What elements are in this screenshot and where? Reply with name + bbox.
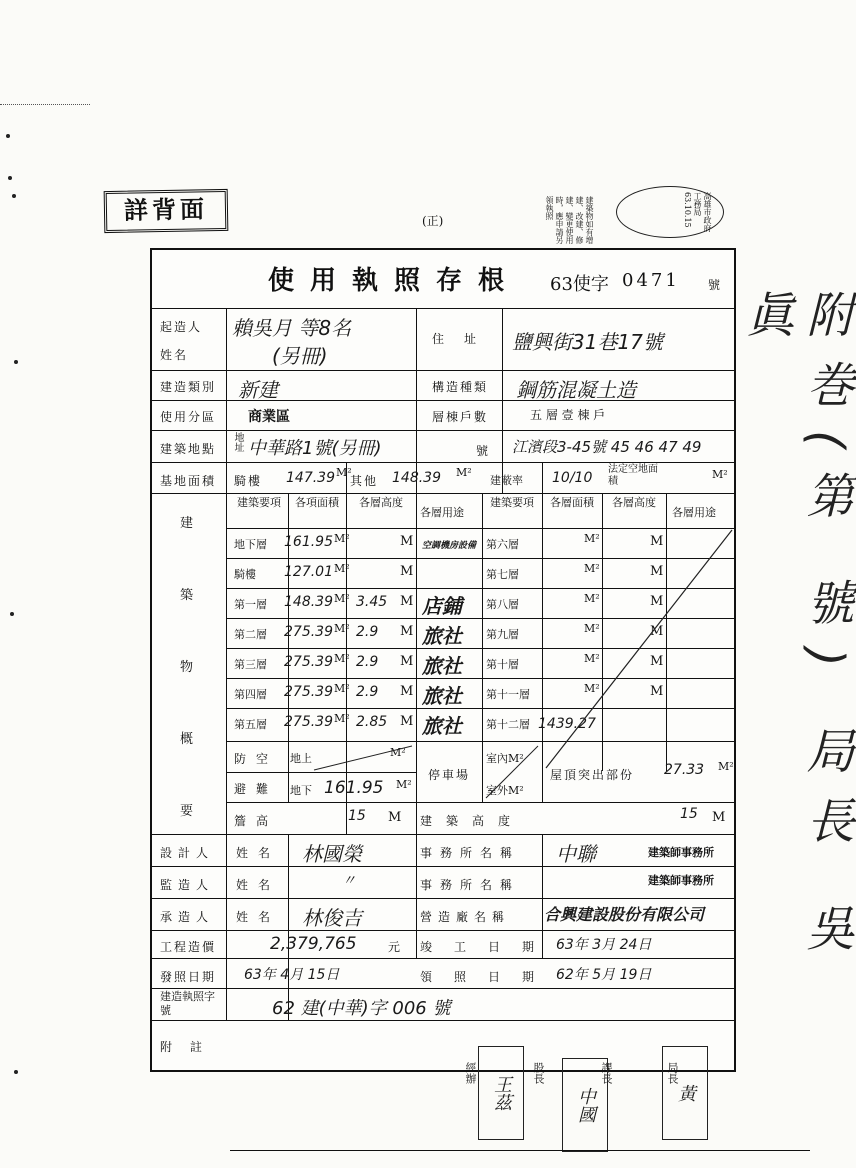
unit: M² — [584, 532, 600, 545]
arcade-label: 騎樓 — [234, 474, 263, 488]
shelter-label-a: 防空 — [234, 752, 279, 766]
structure-value: 鋼筋混凝土造 — [516, 378, 636, 402]
base-area-label: 基地面積 — [160, 474, 217, 488]
margin-dot — [14, 360, 18, 364]
margin-dot — [6, 134, 10, 138]
designer-office-label: 事務所名稱 — [420, 846, 521, 860]
roof-label: 屋頂突出部份 — [550, 768, 635, 782]
floors-label: 層棟戶數 — [432, 410, 489, 424]
margin-dot — [12, 194, 16, 198]
contractor-name-label: 姓名 — [236, 910, 281, 924]
floor-use-left: 旅社 — [422, 684, 462, 708]
floor-name-left: 騎樓 — [234, 568, 256, 581]
header-height-right: 各層高度 — [612, 496, 656, 509]
floor-area-left: 161.95 — [284, 534, 333, 550]
permit-prefix: 63使字 — [550, 274, 609, 295]
designer-office: 中聯 — [556, 842, 596, 866]
contractor-firm: 合興建設股份有限公司 — [544, 905, 705, 924]
margin-handwriting: 附巻(第 號) 局長 吳 眞 — [738, 290, 854, 974]
floor-area-left: 148.39 — [284, 594, 333, 610]
grid-line — [416, 493, 417, 834]
usage-permit-form — [150, 248, 736, 1072]
floor-height-left: 3.45 — [356, 594, 388, 610]
completion-date: 63年 3月 24日 — [556, 937, 652, 953]
floor-area-right: 1439.27 — [538, 716, 596, 732]
floors-value: 五 層 壹 棟 戶 — [530, 408, 606, 422]
cost-value: 2,379,765 — [270, 934, 357, 954]
grid-line — [416, 308, 417, 370]
completion-label: 竣工日期 — [420, 940, 557, 954]
grid-line — [152, 493, 734, 494]
floor-area-left: 275.39 — [284, 624, 333, 640]
site-lot: 江濱段3-45號 45 46 47 49 — [512, 438, 702, 456]
floor-use-left: 旅社 — [422, 624, 462, 648]
header-use: 各層用途 — [420, 506, 464, 519]
floor-height-left: 2.9 — [356, 624, 379, 640]
cost-unit: 元 — [388, 940, 403, 954]
unit: M — [400, 624, 414, 639]
floor-name-right: 第七層 — [486, 568, 519, 581]
floor-use-left: 店鋪 — [422, 594, 462, 618]
floor-area-left: 275.39 — [284, 684, 333, 700]
floor-name-left: 第一層 — [234, 598, 267, 611]
other-area: 148.39 — [392, 470, 441, 486]
unit: M² — [336, 466, 352, 479]
floor-use-left: 旅社 — [422, 714, 462, 738]
category-label: 建造類別 — [160, 380, 217, 394]
designer-label: 設計人 — [160, 846, 215, 860]
unit: M — [400, 654, 414, 669]
grid-line — [152, 462, 734, 463]
unit: M² — [334, 652, 350, 665]
unit: M — [400, 534, 414, 549]
grid-line — [502, 308, 503, 370]
below-ground-area: 161.95 — [324, 778, 384, 798]
grid-line — [226, 802, 734, 803]
unit: M — [650, 534, 664, 549]
supervisor-name: 〃 — [342, 873, 356, 889]
owner-name: 賴吳月 等8名 — [232, 316, 352, 340]
bottom-line — [230, 1150, 810, 1151]
grid-line — [152, 866, 734, 867]
owner-note: (另冊) — [272, 344, 328, 368]
floor-name-right: 第八層 — [486, 598, 519, 611]
received-label: 領照日期 — [420, 970, 557, 984]
grid-line — [226, 772, 416, 773]
unit: M — [650, 684, 664, 699]
floor-name-right: 第九層 — [486, 628, 519, 641]
floor-name-left: 地下層 — [234, 538, 267, 551]
owner-name-label: 姓名 — [160, 348, 189, 362]
overview-char: 建 — [180, 516, 196, 531]
floor-height-left: 2.9 — [356, 684, 379, 700]
form-title: 使用執照存根 — [268, 266, 521, 296]
designer-office-stamp: 建築師事務所 — [648, 846, 714, 859]
overview-char: 物 — [180, 660, 196, 675]
floor-area-left: 275.39 — [284, 714, 333, 730]
overview-char: 築 — [180, 588, 196, 603]
unit: M² — [584, 622, 600, 635]
grid-line — [152, 898, 734, 899]
margin-dot — [14, 1070, 18, 1074]
floor-name-left: 第四層 — [234, 688, 267, 701]
floor-name-left: 第二層 — [234, 628, 267, 641]
back-stamp: 詳背面 — [104, 189, 229, 233]
floor-area-left: 127.01 — [284, 564, 333, 580]
above-ground-strike — [312, 742, 416, 772]
unit: M² — [334, 712, 350, 725]
eave-height: 15 — [348, 808, 366, 824]
parking-strike — [482, 742, 542, 802]
unit: M — [712, 810, 726, 825]
supervisor-label: 監造人 — [160, 878, 215, 892]
unit: M — [388, 810, 402, 825]
floor-use-left: 空調機房設備 — [422, 541, 477, 551]
legal-open-space-label: 法定空地面積 — [608, 464, 658, 487]
unit: M² — [334, 532, 350, 545]
header-area: 各項面積 — [295, 496, 339, 509]
contractor-firm-label: 營造廠名稱 — [420, 910, 511, 924]
other-label: 其他 — [350, 474, 379, 488]
unit: M — [400, 564, 414, 579]
owner-address: 鹽興街31巷17號 — [512, 330, 663, 354]
unit: M — [650, 654, 664, 669]
floor-height-left: 2.85 — [356, 714, 388, 730]
received-date: 62年 5月 19日 — [556, 967, 652, 983]
eave-label: 簷高 — [234, 814, 279, 828]
site-label: 建築地點 — [160, 442, 217, 456]
permit-number: 0471 — [622, 270, 680, 291]
stamp-label: 股長 — [532, 1062, 545, 1084]
category-value: 新建 — [238, 378, 278, 402]
header-item-right: 建築要項 — [490, 496, 534, 509]
unit: M² — [456, 466, 472, 479]
below-ground-label: 地下 — [290, 784, 312, 797]
floor-name-right: 第十層 — [486, 658, 519, 671]
grid-line — [226, 308, 227, 1020]
floor-name-left: 第五層 — [234, 718, 267, 731]
margin-line — [0, 104, 90, 105]
supervisor-name-label: 姓名 — [236, 878, 281, 892]
unit: M² — [718, 760, 734, 773]
unit: M² — [584, 592, 600, 605]
supervisor-office-label: 事務所名稱 — [420, 878, 521, 892]
unit: M² — [584, 682, 600, 695]
stamp-label: 局長 — [666, 1062, 679, 1084]
top-right-seal: 高雄市政府工務局 63.10.15 — [683, 192, 712, 232]
overview-char: 要 — [180, 804, 196, 819]
contractor-label: 承造人 — [160, 910, 215, 924]
grid-line — [152, 430, 734, 431]
grid-line — [152, 930, 734, 931]
header-item: 建築要項 — [237, 496, 281, 509]
signature-stamp: 中國 — [562, 1058, 608, 1152]
permit-suffix: 號 — [708, 278, 721, 292]
parking-label: 停車場 — [428, 768, 471, 782]
above-ground-label: 地上 — [290, 752, 312, 765]
grid-line — [152, 834, 734, 835]
stamp-label: 經辦 — [464, 1062, 477, 1084]
floor-use-left: 旅社 — [422, 654, 462, 678]
shelter-label-b: 避難 — [234, 782, 279, 796]
issue-date: 63年 4月 15日 — [244, 967, 340, 983]
building-height: 15 — [680, 806, 698, 822]
unit: M — [650, 594, 664, 609]
signature-stamp: 王茲 — [478, 1046, 524, 1140]
signature-stamp: 黃 — [662, 1046, 708, 1140]
address-label: 住址 — [432, 332, 497, 346]
margin-dot — [8, 176, 12, 180]
unit: M² — [396, 778, 412, 791]
floor-height-left: 2.9 — [356, 654, 379, 670]
unit: M² — [584, 562, 600, 575]
cost-label: 工程造價 — [160, 940, 217, 954]
coverage-value: 10/10 — [552, 470, 593, 486]
grid-line — [288, 834, 289, 1020]
supervisor-office-stamp: 建築師事務所 — [648, 874, 714, 887]
site-address: 中華路1號(另冊) — [248, 438, 382, 459]
remarks-label: 附註 — [160, 1040, 221, 1054]
arcade-area: 147.39 — [286, 470, 335, 486]
grid-line — [152, 1020, 734, 1021]
unit: M — [400, 594, 414, 609]
unit: M² — [712, 468, 728, 481]
header-height: 各層高度 — [359, 496, 403, 509]
floor-name-left: 第三層 — [234, 658, 267, 671]
unit: M — [650, 624, 664, 639]
floor-name-right: 第六層 — [486, 538, 519, 551]
building-height-label: 建築高度 — [420, 814, 525, 828]
header-use-right: 各層用途 — [672, 506, 716, 519]
unit: M² — [334, 682, 350, 695]
issue-label: 發照日期 — [160, 970, 217, 984]
roof-area: 27.33 — [664, 762, 705, 778]
grid-line — [152, 988, 734, 989]
header-area-right: 各層面積 — [550, 496, 594, 509]
unit: M² — [390, 746, 406, 759]
coverage-label: 建蔽率 — [490, 474, 523, 487]
parking-indoor-label: 室內M² — [486, 752, 524, 765]
grid-line — [416, 834, 417, 958]
unit: M² — [584, 652, 600, 665]
contractor-name: 林俊吉 — [302, 906, 362, 930]
overview-char: 概 — [180, 732, 196, 747]
building-permit-label: 建造執照字號 — [160, 990, 215, 1017]
page-marker: (正) — [422, 214, 444, 228]
floor-area-left: 275.39 — [284, 654, 333, 670]
site-number-label: 號 — [476, 444, 491, 458]
designer-name-label: 姓名 — [236, 846, 281, 860]
unit: M — [650, 564, 664, 579]
zoning-label: 使用分區 — [160, 410, 217, 424]
floor-name-right: 第十一層 — [486, 688, 530, 701]
unit: M — [400, 714, 414, 729]
grid-line — [152, 370, 734, 371]
site-address-label: 地址 — [232, 432, 243, 452]
unit: M — [400, 684, 414, 699]
building-permit-number: 62 建(中華)字 006 號 — [272, 998, 451, 1019]
title-row — [152, 250, 734, 309]
margin-dot — [10, 612, 14, 616]
zoning-value: 商業區 — [248, 409, 290, 425]
parking-outdoor-label: 室外M² — [486, 784, 524, 797]
unit: M² — [334, 592, 350, 605]
grid-line — [152, 958, 734, 959]
top-right-note: 建築物如有增建、改建、修建、變更使用時，應申請另領執照 — [545, 196, 594, 244]
floor-name-right: 第十二層 — [486, 718, 530, 731]
unit: M² — [334, 622, 350, 635]
structure-label: 構造種類 — [432, 380, 489, 394]
owner-label: 起造人 — [160, 320, 203, 334]
cancel-strike — [542, 528, 734, 772]
stamp-label: 課長 — [600, 1062, 613, 1084]
unit: M² — [334, 562, 350, 575]
designer-name: 林國榮 — [302, 842, 362, 866]
